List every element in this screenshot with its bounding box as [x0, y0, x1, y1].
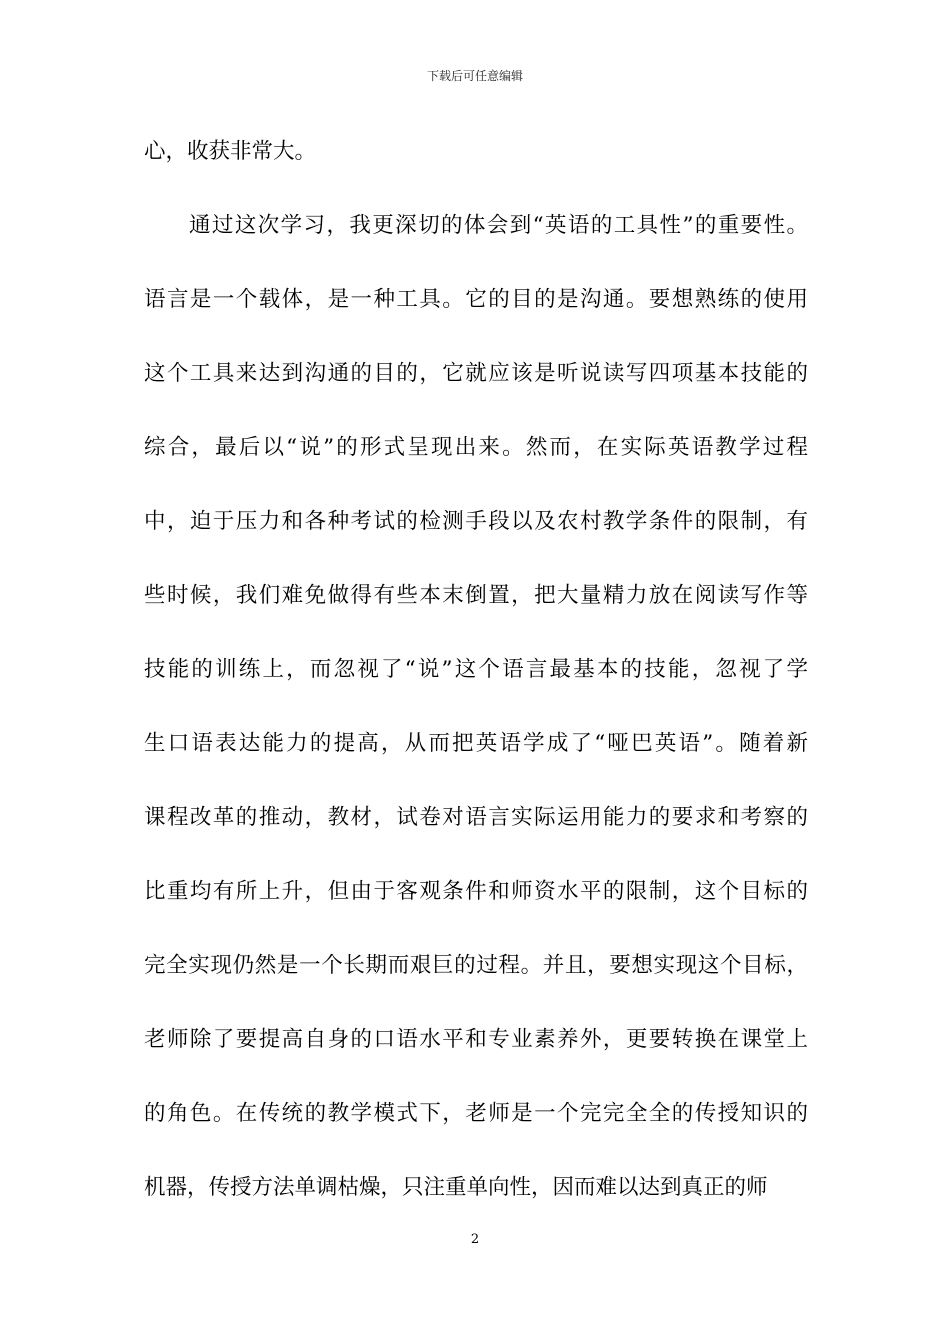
text-line: 老师除了要提高自身的口语水平和专业素养外，更要转换在课堂上: [144, 1027, 808, 1052]
text-line: 这个工具来达到沟通的目的，它就应该是听说读写四项基本技能的: [144, 361, 808, 386]
text-line: 完全实现仍然是一个长期而艰巨的过程。并且，要想实现这个目标，: [144, 953, 808, 978]
text-line: 中，迫于压力和各种考试的检测手段以及农村教学条件的限制，有: [144, 509, 808, 534]
text-line: 技能的训练上，而忽视了“说”这个语言最基本的技能，忽视了学: [144, 657, 808, 682]
text-line: 比重均有所上升，但由于客观条件和师资水平的限制，这个目标的: [144, 879, 808, 904]
body-text: [144, 132, 808, 1242]
text-line: 生口语表达能力的提高，从而把英语学成了“哑巴英语”。随着新: [144, 731, 808, 756]
text-line: 的角色。在传统的教学模式下，老师是一个完完全全的传授知识的: [144, 1101, 808, 1126]
text-line: 机器，传授方法单调枯燥，只注重单向性，因而难以达到真正的师: [144, 1175, 768, 1200]
page-header: 下载后可任意编辑: [426, 69, 523, 83]
page-number: 2: [470, 1232, 480, 1247]
text-line: 综合，最后以“说”的形式呈现出来。然而，在实际英语教学过程: [144, 435, 808, 460]
text-line: 通过这次学习，我更深切的体会到“英语的工具性”的重要性。: [189, 213, 808, 238]
text-line: 语言是一个载体，是一种工具。它的目的是沟通。要想熟练的使用: [144, 287, 808, 312]
text-line: 些时候，我们难免做得有些本末倒置，把大量精力放在阅读写作等: [144, 583, 808, 608]
text-line: 课程改革的推动，教材，试卷对语言实际运用能力的要求和考察的: [144, 805, 808, 830]
text-line: 心，收获非常大。: [144, 139, 317, 164]
